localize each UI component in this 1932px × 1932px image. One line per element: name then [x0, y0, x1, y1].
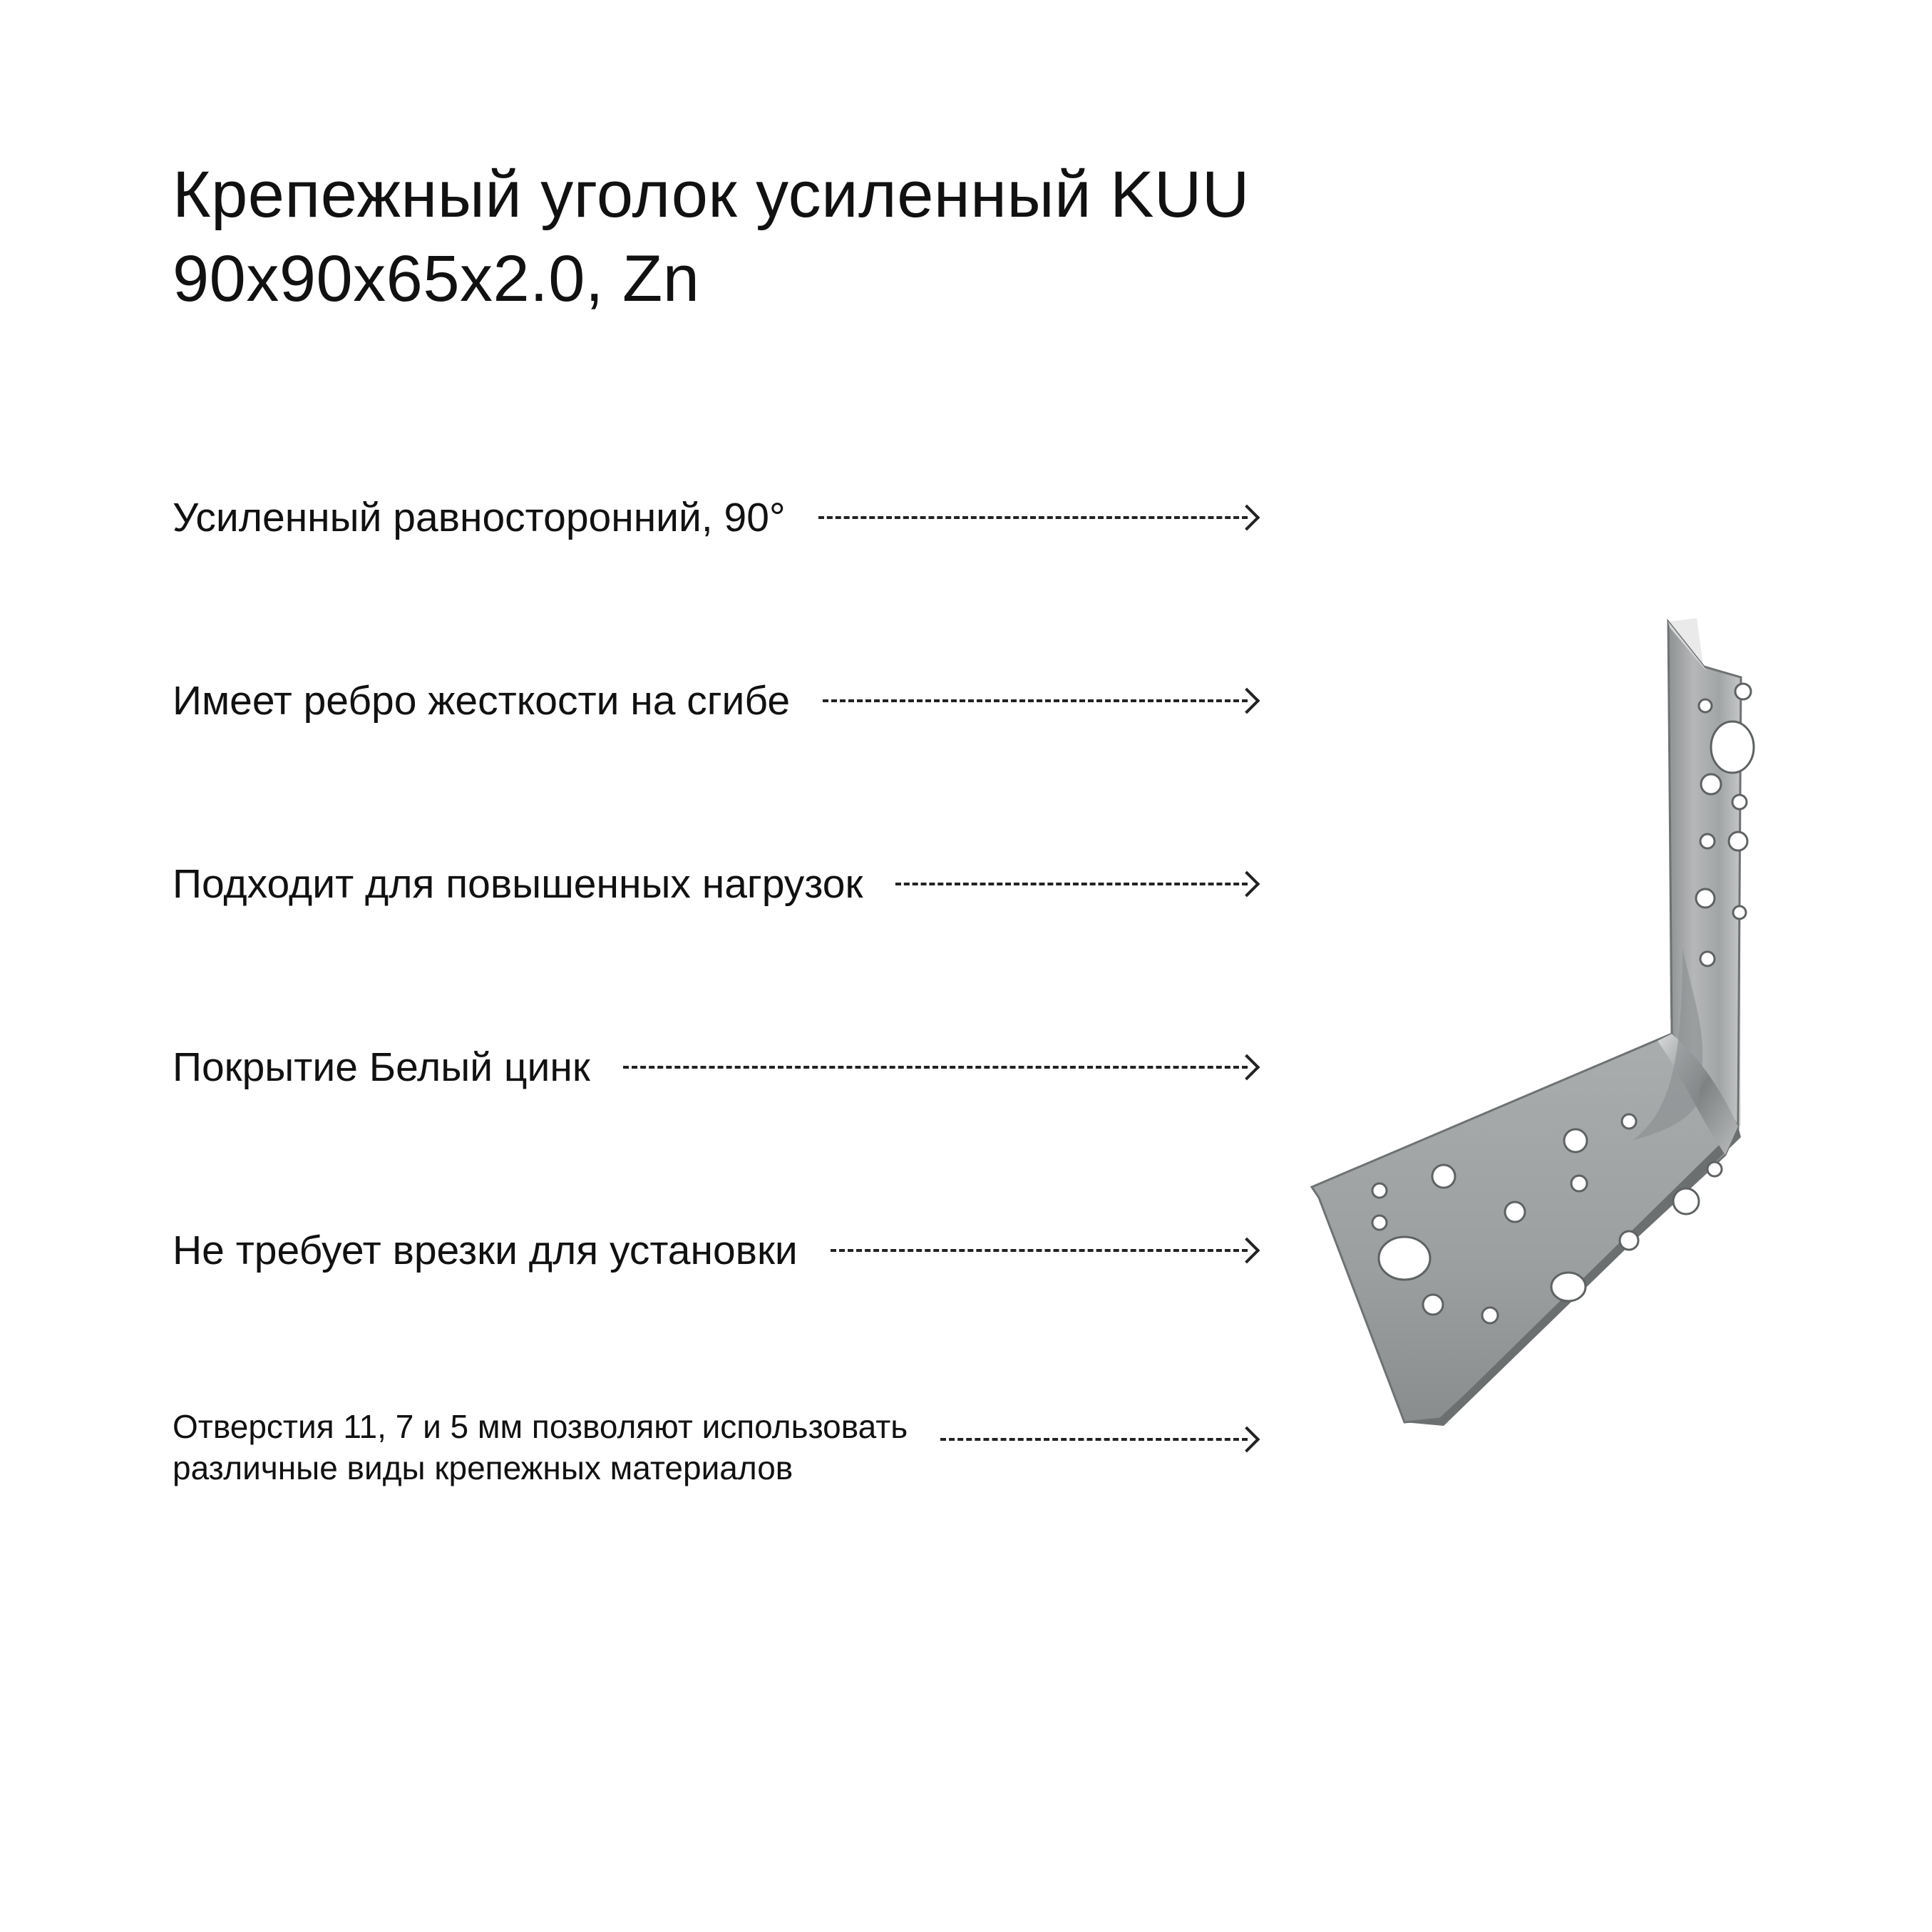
leader-arrow-icon [823, 690, 1256, 711]
feature-row-1 [173, 468, 1256, 567]
feature-text: Усиленный равносторонний, 90° [173, 495, 786, 540]
feature-text: Покрытие Белый цинк [173, 1044, 590, 1090]
feature-row-4 [173, 1017, 1256, 1117]
leader-arrow-icon [940, 1429, 1256, 1450]
feature-row-6 [173, 1406, 1256, 1506]
leader-arrow-icon [895, 873, 1256, 895]
feature-text: Подходит для повышенных нагрузок [173, 861, 863, 907]
feature-text: Имеет ребро жесткости на сгибе [173, 678, 791, 724]
feature-row-5 [173, 1201, 1256, 1300]
leader-arrow-icon [623, 1057, 1256, 1078]
feature-row-2 [173, 651, 1256, 751]
feature-text: Отверстия 11, 7 и 5 мм позволяют использовать различные виды крепежных материалов [173, 1408, 908, 1486]
feature-row-3 [173, 834, 1256, 934]
product-title: Крепежный уголок усиленный KUU 90x90x65x2.0, Zn [173, 158, 1250, 315]
feature-text: Не требует врезки для установки [173, 1228, 798, 1273]
leader-arrow-icon [818, 507, 1256, 528]
angle-bracket-image [1298, 613, 1768, 1426]
leader-arrow-icon [831, 1240, 1256, 1261]
